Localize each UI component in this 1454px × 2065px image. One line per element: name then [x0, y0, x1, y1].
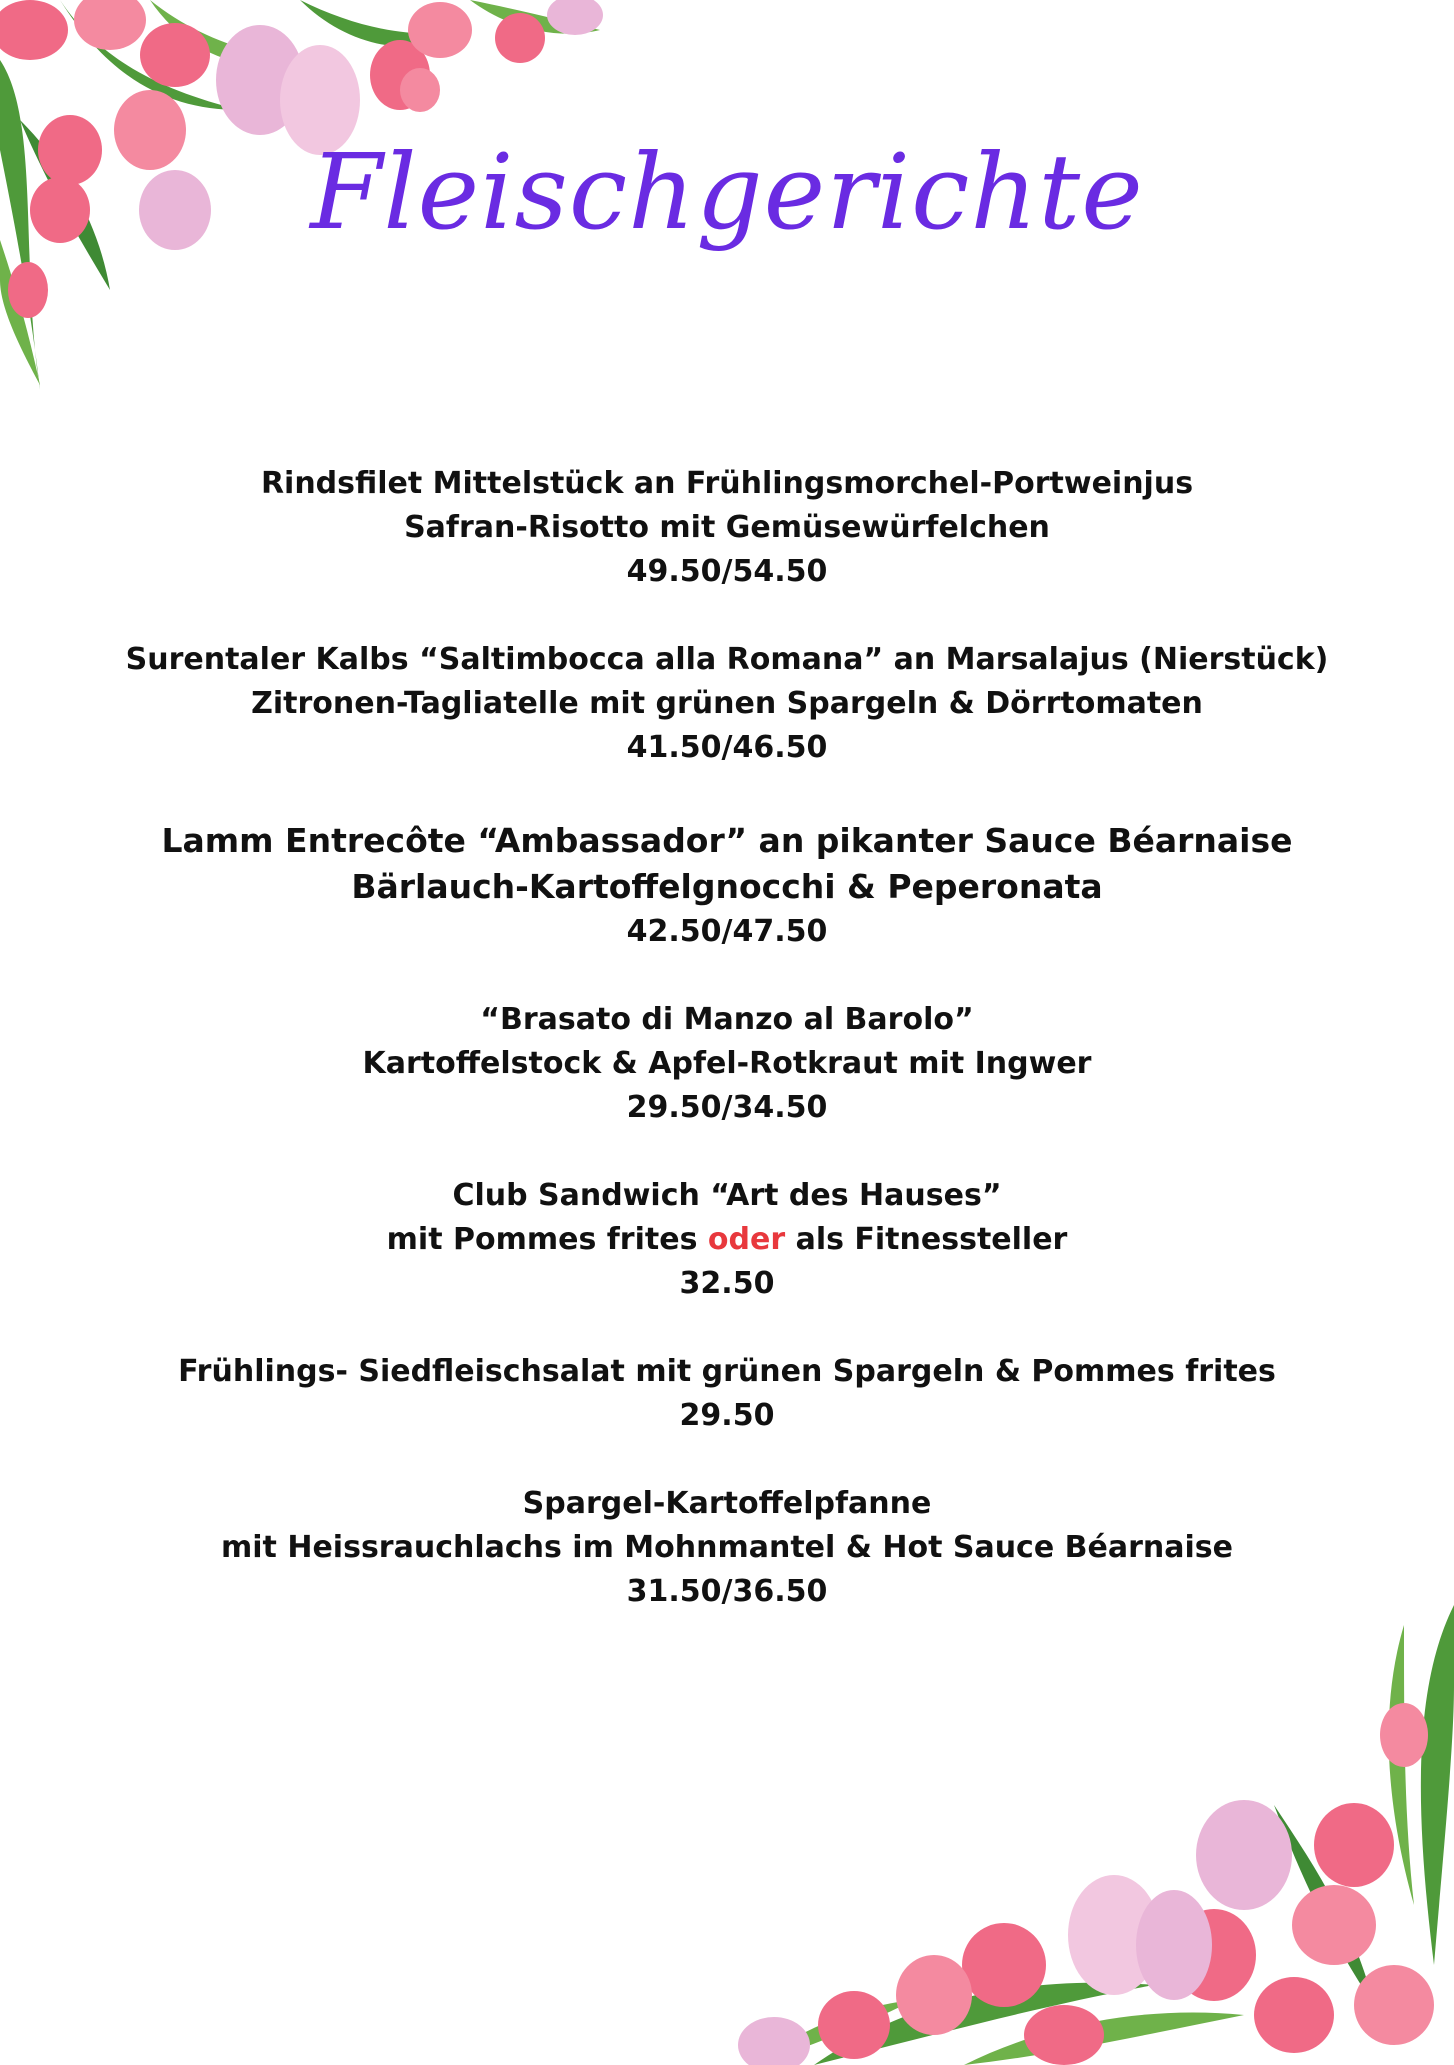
dish-side: Bärlauch-Kartoffelgnocchi & Peperonata: [351, 867, 1103, 906]
dish-price: 32.50: [679, 1266, 775, 1301]
dish-list: [120, 462, 1334, 1614]
dish-price: 49.50/54.50: [626, 554, 828, 589]
dish-name: Club Sandwich “Art des Hauses”: [452, 1178, 1002, 1213]
tulips: [738, 1703, 1434, 2065]
dish-price: 29.50: [679, 1398, 775, 1433]
dish-side-text: als Fitnessteller: [795, 1222, 1068, 1257]
dish-item: [120, 998, 1334, 1130]
dish-side: Kartoffelstock & Apfel-Rotkraut mit Ingwer: [362, 1046, 1092, 1081]
dish-item: [120, 818, 1334, 954]
dish-item: [120, 1174, 1334, 1306]
accent-word: oder: [707, 1222, 786, 1257]
dish-price: 42.50/47.50: [626, 914, 828, 949]
dish-side: Safran-Risotto mit Gemüsewürfelchen: [404, 510, 1050, 545]
dish-item: [120, 638, 1334, 770]
dish-name: “Brasato di Manzo al Barolo”: [480, 1002, 974, 1037]
dish-price: 31.50/36.50: [626, 1574, 828, 1609]
tulip-bouquet-bottom-right: [714, 1605, 1454, 2065]
dish-name: Frühlings- Siedfleischsalat mit grünen Spargeln & Pommes frites: [178, 1354, 1276, 1389]
page-title: Fleischgerichte: [310, 131, 1144, 253]
dish-item: [120, 1350, 1334, 1438]
dish-item: [120, 1482, 1334, 1614]
dish-side: [120, 1218, 1334, 1262]
dish-side: Zitronen-Tagliatelle mit grünen Spargeln & Dörrtomaten: [251, 686, 1203, 721]
dish-price: 41.50/46.50: [626, 730, 828, 765]
dish-price: 29.50/34.50: [626, 1090, 828, 1125]
dish-item: [120, 462, 1334, 594]
dish-name: Spargel-Kartoffelpfanne: [522, 1486, 932, 1521]
dish-side-text: mit Pommes frites: [386, 1222, 698, 1257]
dish-name: Rindsfilet Mittelstück an Frühlingsmorchel-Portweinjus: [260, 466, 1194, 501]
dish-name: Surentaler Kalbs “Saltimbocca alla Romana” an Marsalajus (Nierstück): [125, 642, 1329, 677]
dish-name: Lamm Entrecôte “Ambassador” an pikanter Sauce Béarnaise: [161, 821, 1293, 860]
dish-side: mit Heissrauchlachs im Mohnmantel & Hot Sauce Béarnaise: [221, 1530, 1233, 1565]
